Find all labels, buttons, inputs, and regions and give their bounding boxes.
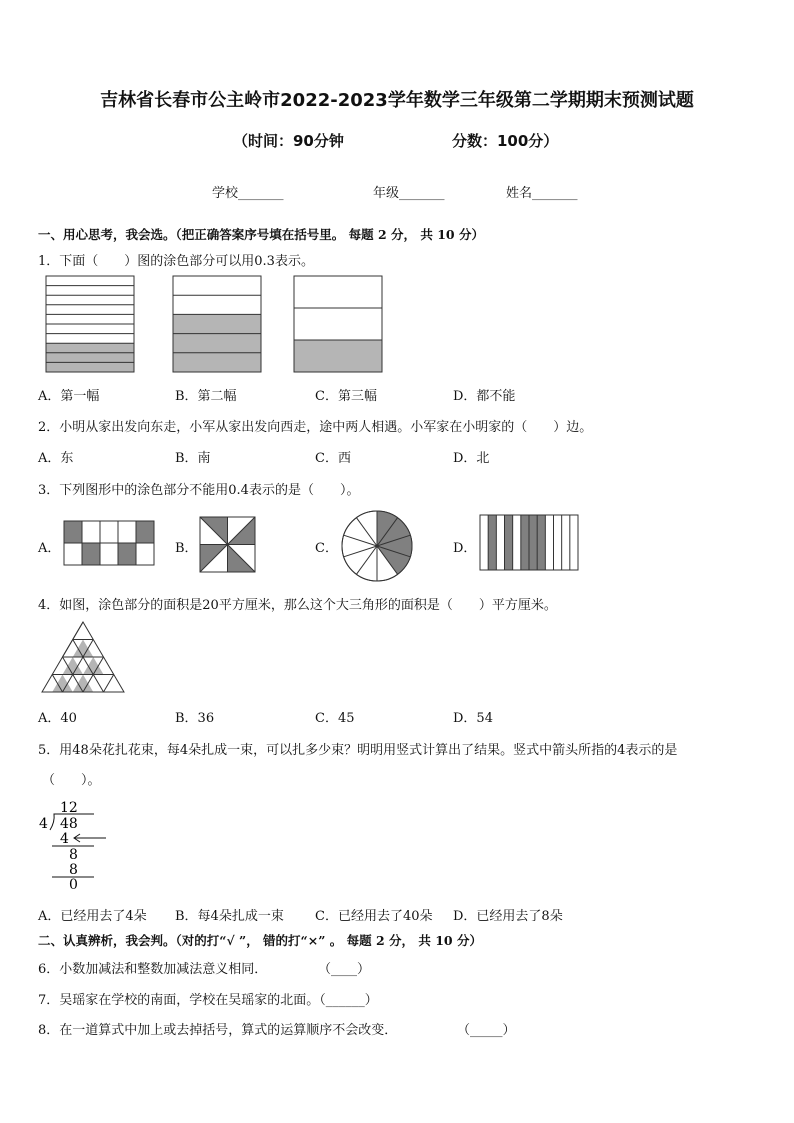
q1-option-c[interactable]: C．第三幅 (315, 389, 377, 404)
q1-option-a[interactable]: A．第一幅 (38, 389, 100, 404)
name-field: 姓名_______ (506, 186, 578, 201)
section-2-heading: 二、认真辨析，我会判。（对的打“√ ”， 错的打“×” 。 每题 2 分， 共 10 分） (38, 933, 482, 948)
question-2: 2．小明从家出发向东走，小军从家出发向西走，途中两人相遇。小军家在小明家的（ ）边。 (38, 420, 593, 435)
school-field: 学校_______ (212, 186, 284, 201)
q4-triangle-figure (42, 622, 124, 692)
q1-option-b[interactable]: B．第二幅 (175, 389, 237, 404)
arrow-icon (74, 834, 106, 842)
question-8: 8．在一道算式中加上或去掉括号，算式的运算顺序不会改变． (38, 1023, 398, 1038)
q3-figure-a (64, 521, 154, 565)
division-step-3: 8 (69, 862, 78, 878)
q1-figure-2 (173, 276, 261, 372)
q3-figure-d (480, 515, 578, 570)
division-dividend: 48 (60, 816, 78, 832)
division-step-2: 8 (69, 847, 78, 863)
q5-long-division (36, 798, 116, 893)
q1-figure-1 (46, 276, 134, 372)
division-quotient: 12 (60, 800, 78, 816)
question-5-line-1: 5．用48朵花扎花束，每4朵扎成一束，可以扎多少束？明明用竖式计算出了结果。竖式中箭头所指的4表示的是 (38, 743, 678, 758)
q6-answer-blank[interactable]: （____） (318, 962, 371, 977)
section-1-heading: 一、用心思考，我会选。（把正确答案序号填在括号里。 每题 2 分， 共 10 分） (38, 227, 484, 242)
division-step-1: 4 (60, 831, 69, 847)
division-remainder: 0 (69, 877, 78, 893)
q3-label-b[interactable]: B． (175, 541, 198, 556)
q1-figure-3 (294, 276, 382, 372)
q3-label-d[interactable]: D． (453, 541, 477, 556)
q3-label-c[interactable]: C． (315, 541, 338, 556)
exam-time: （时间：90分钟 (233, 132, 344, 150)
question-5-line-2: （ ）。 (42, 773, 101, 788)
q2-option-d[interactable]: D．北 (453, 451, 490, 466)
q4-option-a[interactable]: A．40 (38, 711, 77, 726)
q1-option-d[interactable]: D．都不能 (453, 389, 516, 404)
q5-option-d[interactable]: D．已经用去了8朵 (453, 909, 563, 924)
question-4: 4．如图，涂色部分的面积是20平方厘米，那么这个大三角形的面积是（ ）平方厘米。 (38, 598, 557, 613)
q3-figure-b (200, 517, 255, 572)
question-3: 3．下列图形中的涂色部分不能用0.4表示的是（ ）。 (38, 483, 360, 498)
q2-option-b[interactable]: B．南 (175, 451, 211, 466)
q4-option-d[interactable]: D．54 (453, 711, 493, 726)
q4-option-c[interactable]: C．45 (315, 711, 355, 726)
q3-label-a[interactable]: A． (38, 541, 61, 556)
exam-score: 分数：100分） (452, 132, 559, 150)
question-7: 7．吴瑶家在学校的南面，学校在吴瑶家的北面。（______） (38, 993, 378, 1008)
q5-option-b[interactable]: B．每4朵扎成一束 (175, 909, 284, 924)
q2-option-a[interactable]: A．东 (38, 451, 74, 466)
grade-field: 年级_______ (373, 186, 445, 201)
q3-figure-c (341, 510, 413, 582)
question-6: 6．小数加减法和整数加减法意义相同． (38, 962, 268, 977)
q2-option-c[interactable]: C．西 (315, 451, 351, 466)
q5-option-c[interactable]: C．已经用去了40朵 (315, 909, 433, 924)
division-divisor: 4 (39, 816, 48, 832)
q8-answer-blank[interactable]: （_____） (457, 1023, 516, 1038)
q4-option-b[interactable]: B．36 (175, 711, 215, 726)
page-title: 吉林省长春市公主岭市2022-2023学年数学三年级第二学期期末预测试题 (100, 90, 694, 111)
question-1: 1．下面（ ）图的涂色部分可以用0.3表示。 (38, 254, 314, 269)
q5-option-a[interactable]: A．已经用去了4朵 (38, 909, 147, 924)
